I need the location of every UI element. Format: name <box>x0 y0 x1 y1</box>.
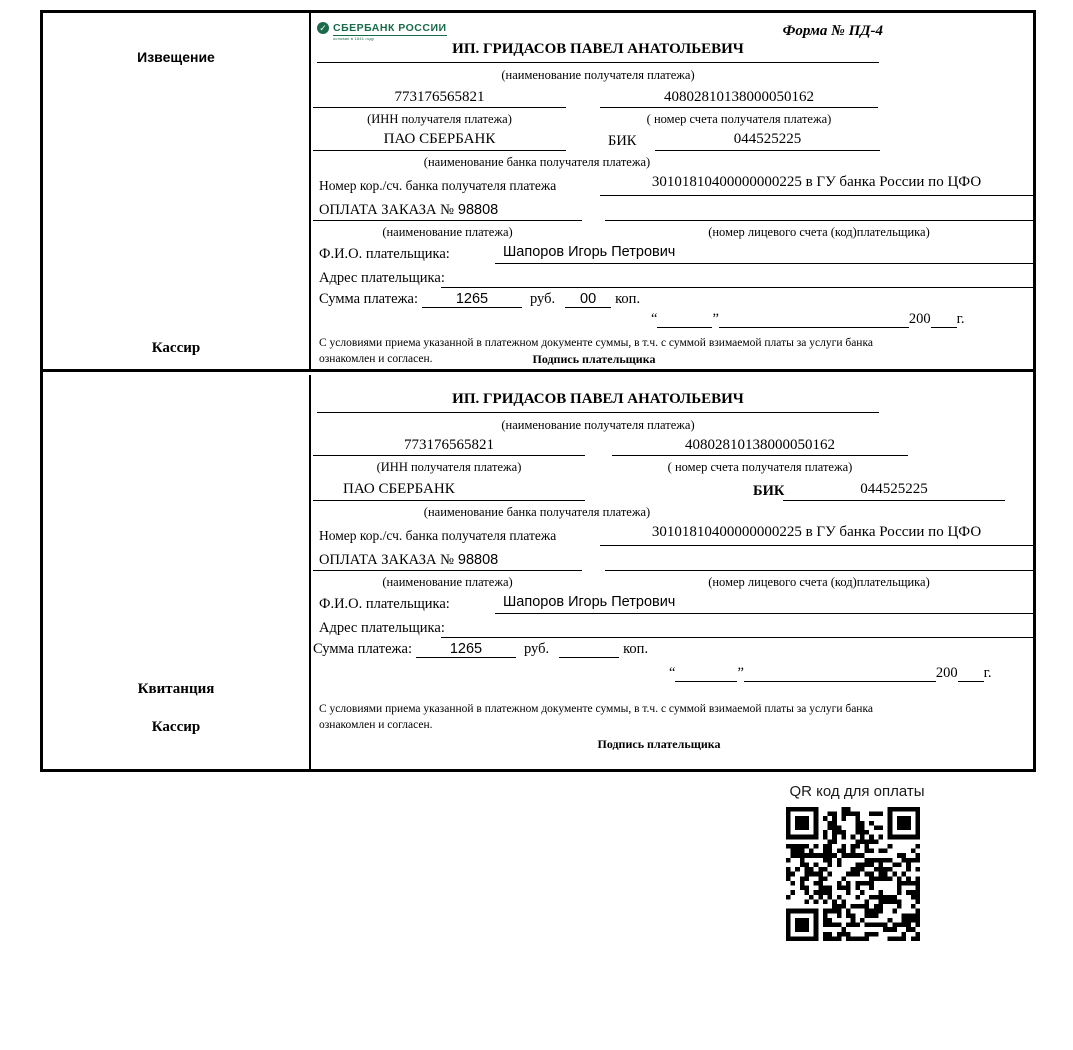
rub-value: 1265 <box>422 291 522 308</box>
sberbank-logo-subtext: основан в 1841 году <box>333 36 375 41</box>
rub-value: 1265 <box>416 641 516 658</box>
bik-value: 044525225 <box>783 481 1005 501</box>
quote-close: ” <box>737 665 744 681</box>
notice-section <box>43 13 1033 372</box>
agreement-line1: С условиями приема указанной в платежном документе суммы, в т.ч. с суммой взимаемой платы за услуги банка <box>319 337 873 349</box>
signature-label: Подпись плательщика <box>532 352 656 367</box>
qr-code-image <box>786 807 920 941</box>
sum-label: Сумма платежа: <box>313 641 412 657</box>
order-number: 98808 <box>457 552 499 568</box>
kop-label: коп. <box>615 291 641 307</box>
sum-row <box>319 291 640 308</box>
bik-value: 044525225 <box>655 131 880 151</box>
address-label: Адрес плательщика: <box>319 620 445 636</box>
personal-account-line <box>605 551 1033 571</box>
corr-account-value: 30101810400000000225 в ГУ банка России по ЦФО <box>600 174 1033 196</box>
year-prefix: 200 <box>935 665 958 681</box>
recipient-name: ИП. ГРИДАСОВ ПАВЕЛ АНАТОЛЬЕВИЧ <box>317 41 879 63</box>
qr-caption: QR код для оплаты <box>789 783 925 800</box>
fio-value: Шапоров Игорь Петрович <box>495 244 1033 264</box>
agreement-line1: С условиями приема указанной в платежном документе суммы, в т.ч. с суммой взимаемой платы за услуги банка <box>319 703 873 715</box>
account-caption: ( номер счета получателя платежа) <box>646 112 832 126</box>
personal-caption: (номер лицевого счета (код)плательщика) <box>708 575 930 589</box>
order-number: 98808 <box>457 202 499 218</box>
qr-code <box>786 807 920 941</box>
date-year-line <box>931 312 957 328</box>
corr-account-label: Номер кор./сч. банка получателя платежа <box>319 528 557 543</box>
payment-caption: (наименование платежа) <box>382 225 513 239</box>
address-value <box>441 268 1033 288</box>
sum-row <box>313 641 648 658</box>
kop-value: 00 <box>565 291 611 308</box>
inn-caption: (ИНН получателя платежа) <box>367 112 512 126</box>
recipient-caption: (наименование получателя платежа) <box>501 68 695 82</box>
recipient-caption: (наименование получателя платежа) <box>501 418 695 432</box>
address-value <box>441 618 1033 638</box>
year-suffix: г. <box>956 311 965 327</box>
payment-name <box>313 551 582 571</box>
receipt-stub-title: Квитанция <box>137 681 215 697</box>
bank-name: ПАО СБЕРБАНК <box>313 481 585 501</box>
payment-name-label: ОПЛАТА ЗАКАЗА № <box>319 552 454 568</box>
signature-label: Подпись плательщика <box>597 737 721 752</box>
quote-open: “ <box>669 665 676 681</box>
account-value: 40802810138000050162 <box>600 89 878 108</box>
account-caption: ( номер счета получателя платежа) <box>667 460 853 474</box>
quote-close: ” <box>712 311 719 327</box>
date-line <box>669 665 992 682</box>
date-line <box>651 311 965 328</box>
pd4-form <box>40 10 1036 772</box>
receipt-stub <box>43 375 311 769</box>
rub-label: руб. <box>530 291 556 307</box>
date-day-line <box>675 666 737 682</box>
agreement-text <box>319 335 979 368</box>
sberbank-logo-text: СБЕРБАНК РОССИИ <box>333 22 447 34</box>
personal-caption: (номер лицевого счета (код)плательщика) <box>708 225 930 239</box>
fio-label: Ф.И.О. плательщика: <box>319 246 450 262</box>
date-year-line <box>958 666 984 682</box>
notice-stub-title: Извещение <box>137 49 215 65</box>
date-day-line <box>657 312 712 328</box>
payment-name-label: ОПЛАТА ЗАКАЗА № <box>319 202 454 218</box>
address-label: Адрес плательщика: <box>319 270 445 286</box>
payment-name <box>313 201 582 221</box>
inn-value: 773176565821 <box>313 437 585 456</box>
inn-caption: (ИНН получателя платежа) <box>376 460 522 474</box>
bank-caption: (наименование банка получателя платежа) <box>423 155 651 169</box>
fio-value: Шапоров Игорь Петрович <box>495 594 1033 614</box>
agreement-line2: ознакомлен и согласен. <box>319 719 433 732</box>
corr-account-label: Номер кор./сч. банка получателя платежа <box>319 178 557 193</box>
rub-label: руб. <box>524 641 550 657</box>
agreement-line2-row <box>319 351 979 368</box>
bik-label: БИК <box>753 483 785 499</box>
agreement-text <box>319 701 999 753</box>
quote-open: “ <box>651 311 658 327</box>
date-month-line <box>744 666 936 682</box>
personal-account-line <box>605 201 1033 221</box>
year-prefix: 200 <box>908 311 931 327</box>
kop-value <box>559 657 619 658</box>
receipt-cashier-label: Кассир <box>151 719 201 735</box>
kop-label: коп. <box>623 641 649 657</box>
receipt-section <box>43 375 1033 769</box>
notice-stub <box>43 13 311 369</box>
form-number-label: Форма № ПД-4 <box>782 23 883 39</box>
notice-main <box>313 13 1033 369</box>
bank-name: ПАО СБЕРБАНК <box>313 131 566 151</box>
sberbank-logo-icon: ✓ <box>317 22 329 34</box>
year-suffix: г. <box>983 665 992 681</box>
receipt-main <box>313 375 1033 769</box>
bank-caption: (наименование банка получателя платежа) <box>423 505 651 519</box>
fio-label: Ф.И.О. плательщика: <box>319 596 450 612</box>
notice-cashier-label: Кассир <box>151 340 201 356</box>
agreement-line2: ознакомлен и согласен. <box>319 353 433 366</box>
inn-value: 773176565821 <box>313 89 566 108</box>
corr-account-value: 30101810400000000225 в ГУ банка России по ЦФО <box>600 524 1033 546</box>
recipient-name: ИП. ГРИДАСОВ ПАВЕЛ АНАТОЛЬЕВИЧ <box>317 391 879 413</box>
account-value: 40802810138000050162 <box>612 437 908 456</box>
sum-label: Сумма платежа: <box>319 291 418 307</box>
payment-caption: (наименование платежа) <box>382 575 513 589</box>
date-month-line <box>719 312 909 328</box>
sberbank-logo <box>317 22 447 41</box>
bik-label: БИК <box>608 133 637 149</box>
